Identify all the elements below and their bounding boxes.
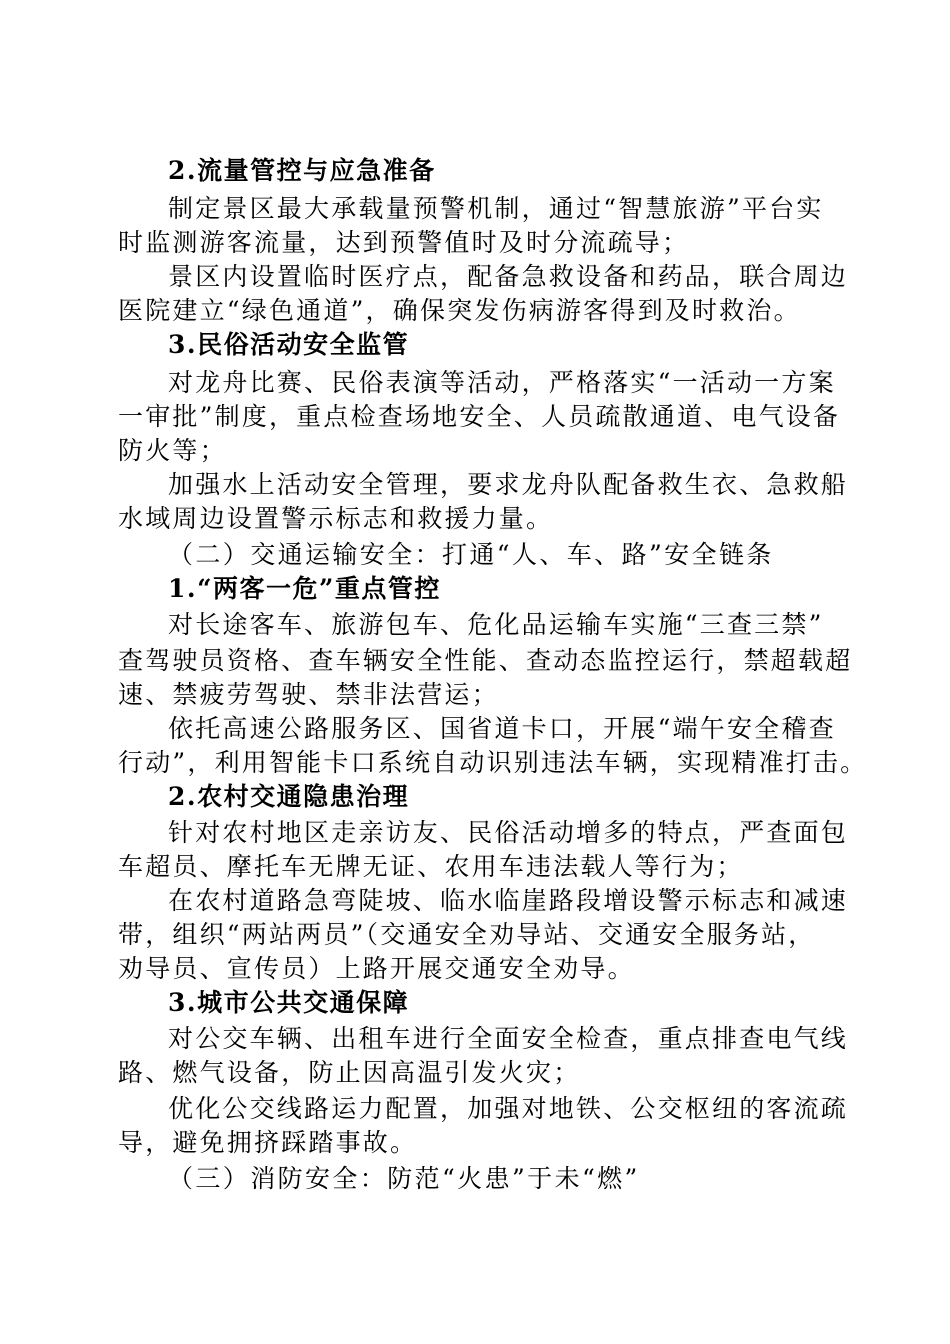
paragraph-line: 导，避免拥挤踩踏事故。 [118,1128,418,1157]
paragraph-line: 优化公交线路运力配置，加强对地铁、公交枢纽的客流疏 [168,1094,849,1123]
paragraph-line: 制定景区最大承载量预警机制，通过“智慧旅游”平台实 [168,194,824,223]
paragraph-line: 加强水上活动安全管理，要求龙舟队配备救生衣、急救船 [168,470,849,499]
heading-folk-activity: 3.民俗活动安全监管 [168,330,410,359]
paragraph-line: 防火等； [118,436,227,465]
heading-traffic-control: 2.流量管控与应急准备 [168,156,436,185]
paragraph-line: 路、燃气设备，防止因高温引发火灾； [118,1058,581,1087]
heading-rural-traffic: 2.农村交通隐患治理 [168,782,410,811]
paragraph-line: 查驾驶员资格、查车辆安全性能、查动态监控运行，禁超载超 [118,646,853,675]
paragraph-line: 时监测游客流量，达到预警值时及时分流疏导； [118,228,690,257]
paragraph-line: 对龙舟比赛、民俗表演等活动，严格落实“一活动一方案 [168,368,836,397]
paragraph-line: 行动”，利用智能卡口系统自动识别违法车辆，实现精准打击。 [118,748,868,777]
paragraph-line: 一审批”制度，重点检查场地安全、人员疏散通道、电气设备 [118,402,841,431]
section-heading-fire-safety: （三）消防安全：防范“火患”于未“燃” [168,1164,640,1193]
paragraph-line: 针对农村地区走亲访友、民俗活动增多的特点，严查面包 [168,818,849,847]
paragraph-line: 在农村道路急弯陡坡、临水临崖路段增设警示标志和减速 [168,886,849,915]
paragraph-line: 带，组织“两站两员”（交通安全劝导站、交通安全服务站， [118,920,816,949]
paragraph-line: 景区内设置临时医疗点，配备急救设备和药品，联合周边 [168,262,849,291]
paragraph-line: 医院建立“绿色通道”，确保突发伤病游客得到及时救治。 [118,296,801,325]
section-heading-transport: （二）交通运输安全：打通“人、车、路”安全链条 [168,540,774,569]
paragraph-line: 劝导员、宣传员）上路开展交通安全劝导。 [118,954,635,983]
heading-key-vehicles: 1.“两客一危”重点管控 [168,574,441,603]
paragraph-line: 依托高速公路服务区、国省道卡口，开展“端午安全稽查 [168,714,836,743]
paragraph-line: 车超员、摩托车无牌无证、农用车违法载人等行为； [118,852,744,881]
paragraph-line: 对公交车辆、出租车进行全面安全检查，重点排查电气线 [168,1024,849,1053]
paragraph-line: 速、禁疲劳驾驶、禁非法营运； [118,680,499,709]
paragraph-line: 对长途客车、旅游包车、危化品运输车实施“三查三禁” [168,610,824,639]
paragraph-line: 水域周边设置警示标志和救援力量。 [118,504,554,533]
heading-public-transport: 3.城市公共交通保障 [168,988,410,1017]
